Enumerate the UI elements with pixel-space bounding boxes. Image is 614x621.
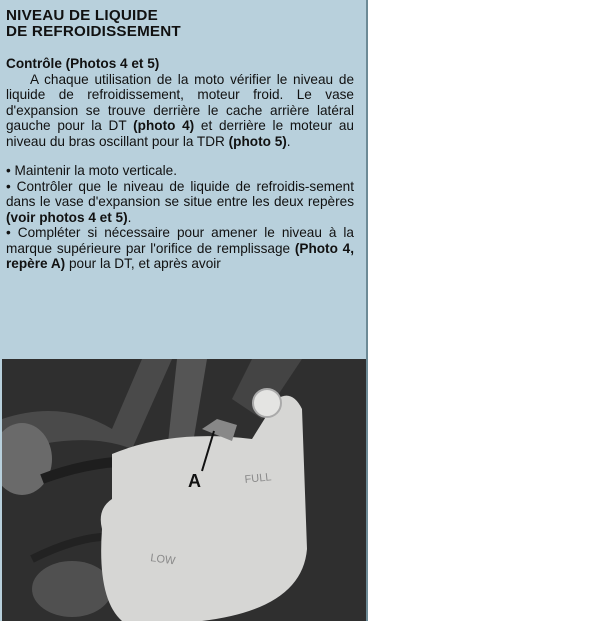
intro-paragraph: [6, 72, 354, 150]
bullet-2-text-c: .: [127, 209, 132, 225]
intro-ref-photo4: (photo 4): [133, 118, 195, 133]
subheading: Contrôle (Photos 4 et 5): [6, 56, 160, 71]
bullet-item-2: [6, 179, 354, 226]
label-a: A: [188, 471, 201, 491]
low-mark: LOW: [149, 552, 177, 568]
intro-text-c: et derrière le moteur au niveau du bras oscillant pour la TDR: [6, 118, 354, 149]
heading-line-2: DE REFROIDISSEMENT: [6, 23, 181, 40]
bullet-list: [6, 163, 354, 272]
bullet-3-ref: (Photo 4, repère A): [6, 240, 354, 271]
engine-casing: [32, 561, 112, 617]
text-column: [6, 8, 354, 272]
heading-line-1: NIVEAU DE LIQUIDE: [6, 7, 158, 24]
bullet-3-text-c: pour la DT, et après avoir: [65, 256, 221, 271]
full-mark: FULL: [244, 471, 273, 486]
intro-text-e: .: [286, 133, 291, 149]
intro-ref-photo5: (photo 5): [228, 133, 287, 149]
bullet-3-text-a: • Compléter si nécessaire pour amener le niveau à la marque supérieure par l'orifice de remplissage: [6, 225, 354, 256]
photo-illustration: [2, 359, 368, 621]
intro-text-a: A chaque utilisation de la moto vérifier le niveau de liquide de refroidissement, moteur froid. Le vase d'expansion se trouve derrière le cache arrière latéral gauche pour la DT: [6, 71, 354, 133]
bullet-2-ref: (voir photos 4 et 5): [6, 209, 128, 225]
bullet-item-1: • Maintenir la moto verticale.: [6, 163, 177, 178]
bullet-item-3: [6, 225, 354, 272]
filler-cap: [253, 389, 281, 417]
section-heading: [6, 8, 354, 40]
bullet-2-text-a: • Contrôler que le niveau de liquide de refroidis-sement dans le vase d'expansion se situe entre les deux repères: [6, 178, 354, 209]
coolant-reservoir-photo: [2, 359, 368, 621]
